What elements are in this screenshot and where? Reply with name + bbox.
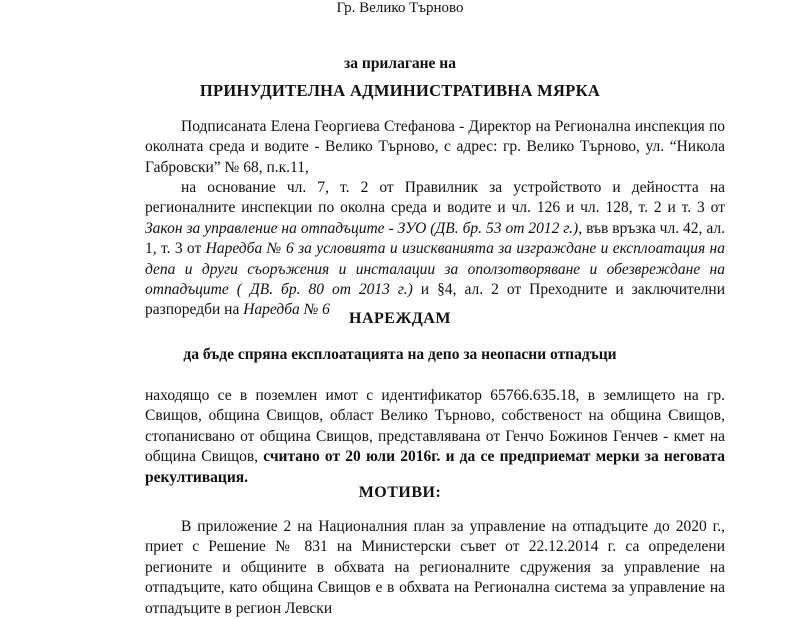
- legal-basis-text-1: на основание чл. 7, т. 2 от Правилник за устройството и дейността на регионалните инспекции по околна среда и водите и чл. 126 и чл. 128, т. 2 и т. 3 от: [145, 179, 725, 217]
- paragraph-signatory: [145, 117, 725, 178]
- effective-date-text: считано от 20 юли 2016г. и да се предприемат мерки за неговата рекултивация.: [145, 448, 725, 486]
- document-title: ПРИНУДИТЕЛНА АДМИНИСТРАТИВНА МЯРКА: [199, 81, 601, 100]
- motives-heading: МОТИВИ:: [358, 484, 442, 501]
- waste-act-reference: Закон за управление на отпадъците - ЗУО (ДВ. бр. 53 от 2012 г.): [145, 219, 579, 237]
- paragraph-motives: [145, 517, 725, 619]
- ordinance-6-reference: Наредба № 6 за условията и изискванията за изграждане и експлоатация на депа и други съоръжения и инсталации за оползотворяване и обезвреждане на отпадъците ( ДВ. бр. 80 от 2013 г.): [145, 240, 725, 299]
- motives-text: В приложение 2 на Националния план за управление на отпадъците до 2020 г., приет с Решение № 831 на Министерски съвет от 22.12.2014 г. са определени регионите и общините в обхвата на регионалните сдружения за управление на отпадъците, като община Свищов е в обхвата на Регионална система за управление на отпадъците в регион Левски: [145, 518, 725, 617]
- city-line: Гр. Велико Търново: [336, 0, 464, 16]
- pre-title: за прилагане на: [344, 55, 456, 72]
- legal-basis-text-2: , във връзка чл. 42, ал. 1, т. 3 от: [145, 219, 726, 258]
- order-subheading: да бъде спряна експлоатацията на депо за неопасни отпадъци: [183, 346, 617, 363]
- paragraph-property: [145, 386, 725, 488]
- property-text: находящо се в поземлен имот с идентификатор 65766.635.18, в землището на гр. Свищов, община Свищов, област Велико Търново, собственост на община Свищов, стопанисвано от община Свищов, представлявана от Генчо Божинов Генчев - кмет на община Свищов,: [145, 387, 725, 466]
- legal-basis-text-3: и §4, ал. 2 от Преходните и заключителни разпоредби на: [145, 281, 726, 319]
- signatory-text: Подписаната Елена Георгиева Стефанова - Директор на Регионална инспекция по околната среда и водите - Велико Търново, с адрес: гр. Велико Търново, ул. “Никола Габровски” № 68, п.к.11,: [145, 118, 725, 176]
- order-heading: НАРЕЖДАМ: [349, 310, 451, 327]
- paragraph-legal-basis: [145, 178, 725, 321]
- ordinance-6-short-reference: Наредба № 6: [243, 301, 330, 319]
